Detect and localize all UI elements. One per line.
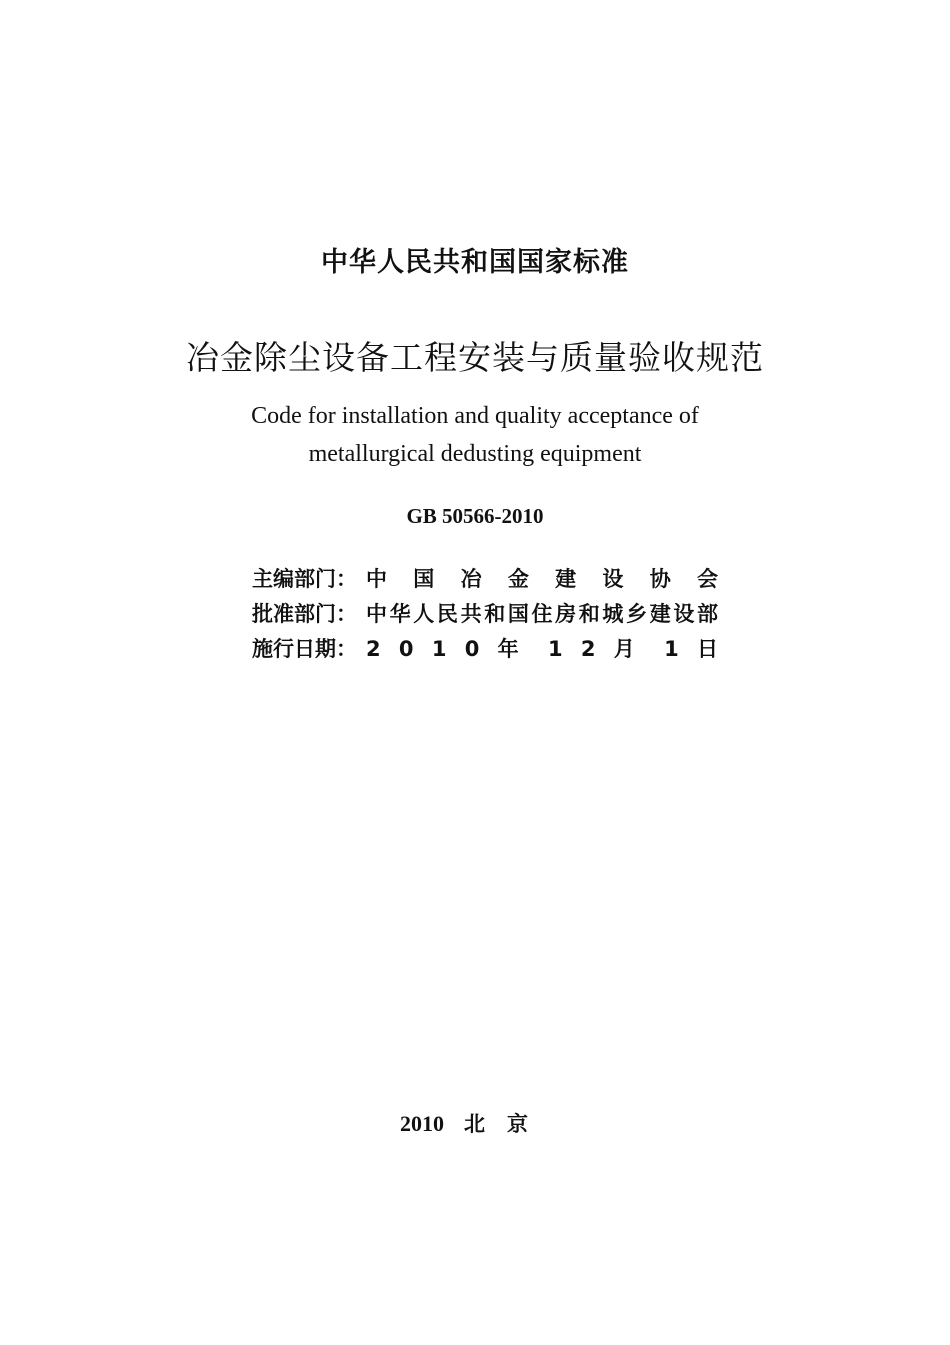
title-english-line-2: metallurgical dedusting equipment bbox=[308, 441, 642, 467]
standard-type-heading: 中华人民共和国国家标准 bbox=[321, 247, 629, 278]
publication-footer bbox=[0, 1108, 950, 1138]
approver-label: 批准部门： bbox=[252, 602, 357, 626]
effective-date-value: 2 0 1 0 年 1 2 月 1 日 bbox=[366, 637, 718, 661]
editor-value: 中 国 冶 金 建 设 协 会 bbox=[366, 567, 718, 591]
approver-row bbox=[252, 598, 732, 633]
title-chinese: 冶金除尘设备工程安装与质量验收规范 bbox=[186, 338, 764, 377]
publication-info bbox=[252, 563, 732, 668]
editor-label: 主编部门： bbox=[252, 567, 357, 591]
effective-date-row bbox=[252, 633, 732, 668]
publication-year: 2010 bbox=[400, 1111, 444, 1136]
title-english-line-1: Code for installation and quality acceptance of bbox=[251, 403, 699, 429]
standard-code-number: GB 50566-2010 bbox=[406, 504, 544, 528]
approver-value: 中华人民共和国住房和城乡建设部 bbox=[366, 602, 718, 626]
editor-row bbox=[252, 563, 732, 598]
publication-city: 北京 bbox=[464, 1112, 550, 1136]
effective-date-label: 施行日期： bbox=[252, 637, 357, 661]
